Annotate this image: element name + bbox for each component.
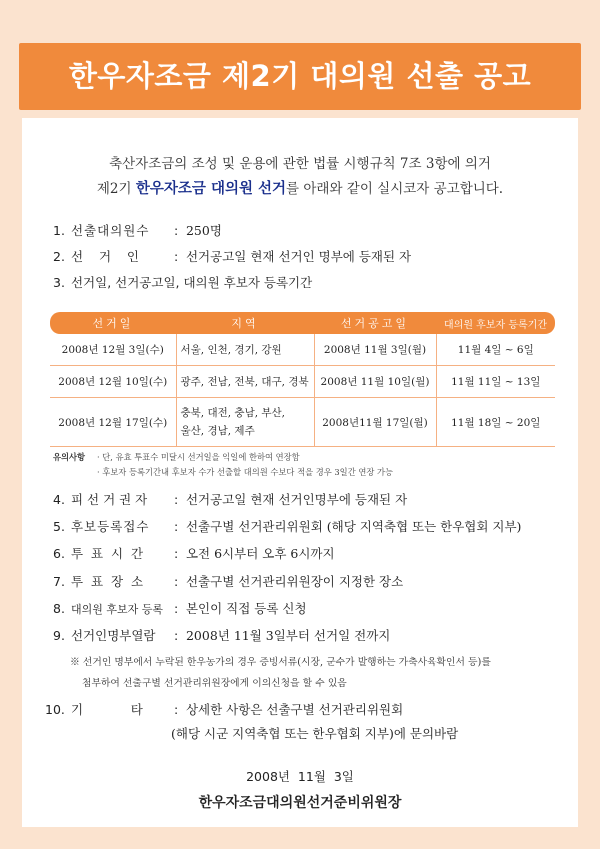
intro-paragraph <box>22 152 578 202</box>
item-number: 8. <box>53 601 65 616</box>
notice-body <box>22 118 578 827</box>
note-line-2: · 후보자 등록기간내 후보자 수가 선출할 대의원 수보다 적을 경우 3일간 연장 가능 <box>97 467 394 477</box>
item-9 <box>53 626 390 644</box>
region-line-2: 울산, 경남, 제주 <box>180 425 255 437</box>
cell-notice-date: 2008년 11월 10일(월) <box>314 366 436 398</box>
table-row <box>50 398 555 447</box>
table-row <box>50 366 555 398</box>
item-6 <box>53 544 335 562</box>
intro-suffix: 를 아래와 같이 실시코자 공고합니다. <box>286 181 504 197</box>
item-number: 5. <box>53 519 65 534</box>
cell-election-date: 2008년 12월 3일(수) <box>50 334 176 366</box>
colon: : <box>173 519 179 534</box>
item-5 <box>53 517 521 535</box>
item-value: 선거공고일 현재 선거인명부에 등재된 자 <box>185 492 408 507</box>
item-value: 선거공고일 현재 선거인 명부에 등재된 자 <box>185 249 412 264</box>
item-number: 1. <box>53 223 65 238</box>
item-number: 3. <box>53 275 65 290</box>
item-number: 2. <box>53 249 65 264</box>
intro-prefix: 제2기 <box>96 181 136 197</box>
item-value: 본인이 직접 등록 신청 <box>185 601 307 616</box>
cell-election-date: 2008년 12월 17일(수) <box>50 398 176 447</box>
item-2 <box>53 247 411 265</box>
title-banner <box>19 43 581 110</box>
colon: : <box>173 249 179 264</box>
item-number: 4. <box>53 492 65 507</box>
item-10-continued <box>171 724 458 742</box>
cell-notice-date: 2008년 11월 3일(월) <box>314 334 436 366</box>
colon: : <box>173 702 179 717</box>
item-8 <box>53 599 307 617</box>
item-label: 피 선 거 권 자 <box>70 492 148 507</box>
item-label: 투 표 장 소 <box>70 574 144 589</box>
region-line-1: 충북, 대전, 충남, 부산, <box>180 407 286 419</box>
page-title: 한우자조금 제2기 대의원 선출 공고 <box>68 59 532 93</box>
item-label: 대의원 후보자 등록 <box>70 603 163 616</box>
item-number: 10. <box>45 702 65 717</box>
header-registration-period: 대의원 후보자 등록기간 <box>436 312 555 334</box>
item-1 <box>53 221 222 239</box>
intro-line-1: 축산자조금의 조성 및 운용에 관한 법률 시행규칙 7조 3항에 의거 <box>109 156 491 172</box>
remark-line-1: ※ 선거인 명부에서 누락된 한우농가의 경우 증빙서류(시장, 군수가 발행하는 가축사육확인서 등)를 <box>70 657 491 668</box>
item-3 <box>53 273 312 291</box>
cell-registration-period: 11월 11일 ~ 13일 <box>436 366 555 398</box>
colon: : <box>173 601 179 616</box>
colon: : <box>173 223 179 238</box>
table-header-row <box>50 312 555 334</box>
intro-line-2 <box>22 177 578 202</box>
item-value: 선출구별 선거관리위원장이 지정한 장소 <box>185 574 404 589</box>
notice-date: 2008년 11월 3일 <box>246 769 354 784</box>
cell-election-date: 2008년 12월 10일(수) <box>50 366 176 398</box>
colon: : <box>173 546 179 561</box>
item-value: 2008년 11월 3일부터 선거일 전까지 <box>185 628 391 643</box>
item-number: 9. <box>53 628 65 643</box>
table-row <box>50 334 555 366</box>
notes-label: 유의사항 <box>53 452 86 462</box>
item-label: 선 거 인 <box>70 249 139 264</box>
item-number: 7. <box>53 574 65 589</box>
item-value: (해당 시군 지역축협 또는 한우협회 지부)에 문의바람 <box>171 726 459 741</box>
colon: : <box>173 492 179 507</box>
item-label: 기 타 <box>70 702 143 717</box>
item-label: 선출대의원수 <box>70 223 150 238</box>
item-value: 250명 <box>185 223 222 238</box>
item-7 <box>53 572 403 590</box>
cell-registration-period: 11월 4일 ~ 6일 <box>436 334 555 366</box>
schedule-table <box>50 312 555 447</box>
item-value: 선출구별 선거관리위원회 (해당 지역축협 또는 한우협회 지부) <box>185 519 522 534</box>
colon: : <box>173 628 179 643</box>
intro-highlight: 한우자조금 대의원 선거 <box>135 181 287 197</box>
cell-registration-period: 11월 18일 ~ 20일 <box>436 398 555 447</box>
notes-block <box>53 450 394 477</box>
item-number: 6. <box>53 546 65 561</box>
cell-notice-date: 2008년11월 17일(월) <box>314 398 436 447</box>
header-election-date: 선거일 <box>50 312 176 334</box>
signature: 한우자조금대의원선거준비위원장 <box>198 795 402 811</box>
item-10 <box>45 700 404 718</box>
item-value: 오전 6시부터 오후 6시까지 <box>185 546 335 561</box>
note-line-1: · 단, 유효 투표수 미달시 선거일을 익일에 한하여 연장함 <box>97 452 300 462</box>
item-label: 투 표 시 간 <box>70 546 144 561</box>
cell-region <box>176 398 314 447</box>
item-label: 선거일, 선거공고일, 대의원 후보자 등록기간 <box>70 275 313 290</box>
item-label: 선거인명부열람 <box>70 628 156 643</box>
cell-region: 광주, 전남, 전북, 대구, 경북 <box>176 366 314 398</box>
header-region: 지역 <box>176 312 314 334</box>
colon: : <box>173 574 179 589</box>
remark-line-2: 첨부하여 선출구별 선거관리위원장에게 이의신청을 할 수 있음 <box>82 678 347 689</box>
item-4 <box>53 490 407 508</box>
item-value: 상세한 사항은 선출구별 선거관리위원회 <box>185 702 404 717</box>
cell-region: 서울, 인천, 경기, 강원 <box>176 334 314 366</box>
header-notice-date: 선거공고일 <box>314 312 436 334</box>
item-label: 후보등록접수 <box>70 519 150 534</box>
